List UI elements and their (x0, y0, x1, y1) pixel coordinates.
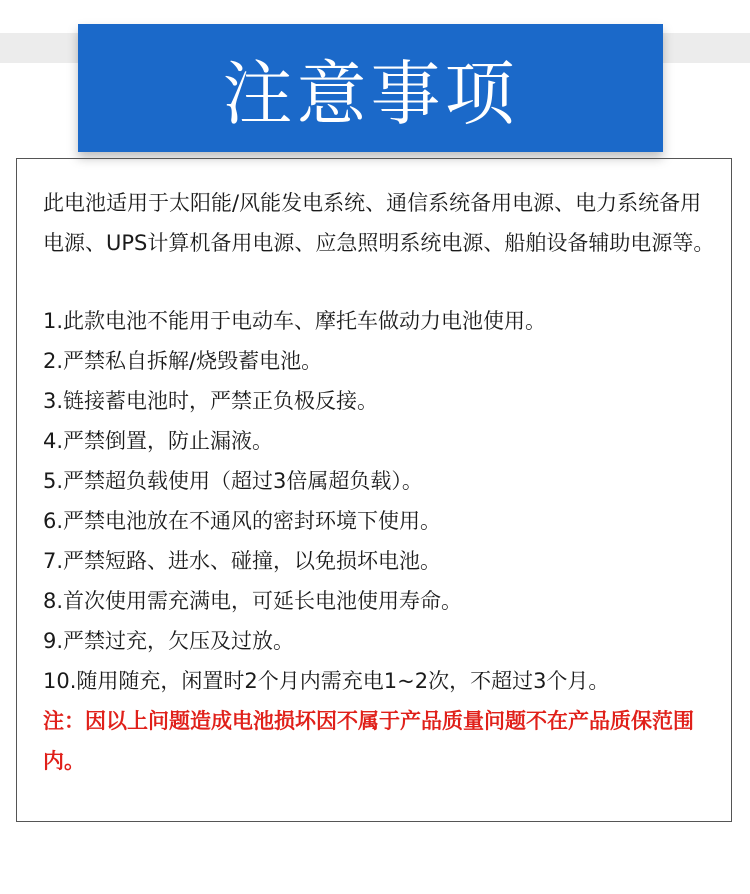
list-item: 3.链接蓄电池时，严禁正负极反接。 (43, 389, 379, 413)
precaution-list (43, 301, 723, 701)
warranty-note: 注：因以上问题造成电池损坏因不属于产品质量问题不在产品质保范围内。 (43, 709, 694, 773)
intro-text: 此电池适用于太阳能/风能发电系统、通信系统备用电源、电力系统备用电源、UPS计算机备用电源、应急照明系统电源、船舶设备辅助电源等。 (43, 191, 715, 255)
list-item: 7.严禁短路、进水、碰撞，以免损坏电池。 (43, 549, 442, 573)
title-banner (78, 24, 663, 152)
list-item: 9.严禁过充，欠压及过放。 (43, 629, 295, 653)
list-item: 8.首次使用需充满电，可延长电池使用寿命。 (43, 589, 463, 613)
page-title: 注意事项 (222, 52, 519, 135)
list-item: 1.此款电池不能用于电动车、摩托车做动力电池使用。 (43, 309, 547, 333)
list-item: 5.严禁超负载使用（超过3倍属超负载）。 (43, 469, 423, 493)
notice-panel (16, 158, 732, 822)
list-item: 6.严禁电池放在不通风的密封环境下使用。 (43, 509, 442, 533)
list-item: 4.严禁倒置，防止漏液。 (43, 429, 274, 453)
list-item: 10.随用随充，闲置时2个月内需充电1~2次，不超过3个月。 (43, 669, 610, 693)
list-item: 2.严禁私自拆解/烧毁蓄电池。 (43, 349, 323, 373)
